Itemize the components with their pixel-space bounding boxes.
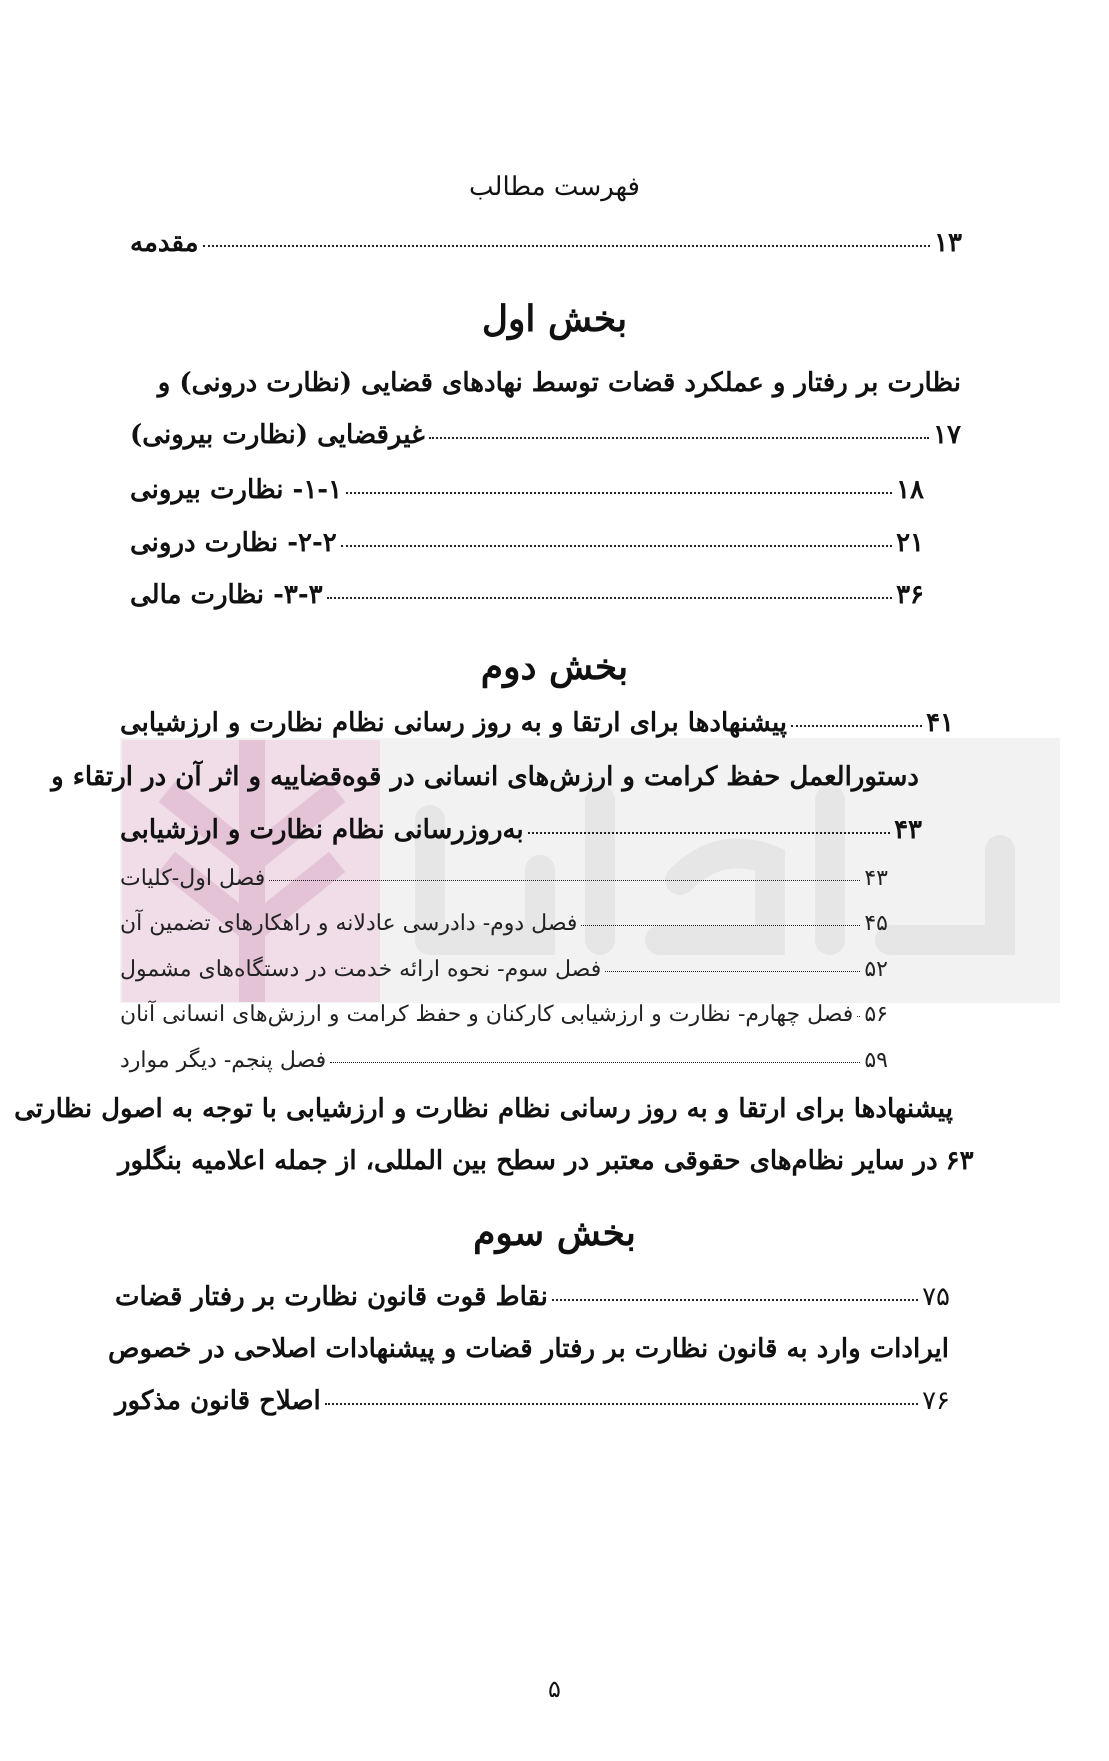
toc-entry-page: ۵۲ xyxy=(864,957,888,982)
toc-entry-page: ۴۳ xyxy=(894,815,922,845)
toc-entry-label: فصل دوم- دادرسی عادلانه و راهکارهای تضمین آن xyxy=(120,911,578,936)
toc-entry-label: فصل چهارم- نظارت و ارزشیابی کارکنان و حفظ کرامت و ارزش‌های انسانی آنان xyxy=(120,1002,854,1027)
leader-dots xyxy=(552,1298,918,1301)
toc-entry-label: غیرقضایی (نظارت بیرونی) xyxy=(130,420,425,450)
leader-dots xyxy=(325,1402,918,1405)
leader-dots xyxy=(605,970,860,972)
leader-dots xyxy=(327,596,892,599)
toc-entry-2-2[interactable] xyxy=(130,528,924,558)
toc-entry-label: مقدمه xyxy=(130,228,199,258)
leader-dots xyxy=(341,544,892,547)
leader-dots xyxy=(429,436,929,439)
leader-dots xyxy=(203,244,930,247)
toc-chapter-4[interactable] xyxy=(120,1002,888,1027)
toc-entry-page: ۳۶ xyxy=(896,580,924,610)
part2-entry2-line1: دستورالعمل حفظ کرامت و ارزش‌های انسانی در قوه‌قضاییه و اثر آن در ارتقاء و xyxy=(51,762,919,792)
leader-dots xyxy=(528,831,890,834)
leader-dots xyxy=(269,879,860,881)
part1-heading: بخش اول xyxy=(481,298,628,340)
part3-entry2-line1: ایرادات وارد به قانون نظارت بر رفتار قضات و پیشنهادات اصلاحی در خصوص xyxy=(108,1334,949,1364)
toc-entry-part1-main[interactable] xyxy=(130,420,961,450)
part1-main-line1: نظارت بر رفتار و عملکرد قضات توسط نهادهای قضایی (نظارت درونی) و xyxy=(157,368,961,398)
toc-entry-page: ۵۹ xyxy=(864,1048,888,1073)
leader-dots xyxy=(791,724,922,727)
leader-dots xyxy=(857,1015,860,1017)
toc-entry-label: ۱-۱- نظارت بیرونی xyxy=(130,475,343,505)
toc-entry-part2-3[interactable] xyxy=(118,1146,974,1176)
toc-entry-label: اصلاح قانون مذکور xyxy=(115,1386,321,1416)
toc-chapter-2[interactable] xyxy=(120,911,888,936)
toc-entry-label: فصل پنجم- دیگر موارد xyxy=(120,1048,327,1073)
toc-chapter-1[interactable] xyxy=(120,866,888,891)
toc-entry-label: در سایر نظام‌های حقوقی معتبر در سطح بین المللی، از جمله اعلامیه بنگلور xyxy=(118,1146,938,1176)
part3-heading: بخش سوم xyxy=(473,1212,636,1254)
toc-entry-page: ۴۳ xyxy=(864,866,888,891)
toc-entry-intro[interactable] xyxy=(130,228,962,258)
toc-entry-label: فصل اول-کلیات xyxy=(120,866,266,891)
leader-dots xyxy=(330,1061,860,1063)
toc-entry-page: ۵۶ xyxy=(864,1002,888,1027)
toc-entry-page: ۱۷ xyxy=(933,420,961,450)
toc-entry-part3-1[interactable] xyxy=(115,1282,950,1312)
part2-entry3-line1: پیشنهادها برای ارتقا و به روز رسانی نظام نظارت و ارزشیابی با توجه به اصول نظارتی xyxy=(14,1094,953,1124)
toc-entry-3-3[interactable] xyxy=(130,580,924,610)
toc-entry-label: ۲-۲- نظارت درونی xyxy=(130,528,337,558)
toc-entry-page: ۷۶ xyxy=(922,1386,950,1416)
toc-entry-page: ۱۸ xyxy=(896,475,924,505)
toc-entry-part2-1[interactable] xyxy=(120,708,954,738)
toc-chapter-5[interactable] xyxy=(120,1048,888,1073)
toc-entry-page: ۲۱ xyxy=(896,528,924,558)
toc-entry-label: نقاط قوت قانون نظارت بر رفتار قضات xyxy=(115,1282,548,1312)
toc-entry-label: ۳-۳- نظارت مالی xyxy=(130,580,323,610)
toc-entry-page: ۴۵ xyxy=(864,911,888,936)
leader-dots xyxy=(581,924,860,926)
toc-entry-1-1[interactable] xyxy=(130,475,924,505)
toc-entry-part2-2[interactable] xyxy=(120,815,922,845)
toc-entry-label: به‌روزرسانی نظام نظارت و ارزشیابی xyxy=(120,815,524,845)
leader-dots xyxy=(346,491,892,494)
toc-chapter-3[interactable] xyxy=(120,957,888,982)
page-number: ۵ xyxy=(548,1675,561,1703)
toc-entry-label: پیشنهادها برای ارتقا و به روز رسانی نظام نظارت و ارزشیابی xyxy=(120,708,788,738)
toc-entry-page: ۶۳ xyxy=(945,1146,974,1176)
page-title: فهرست مطالب xyxy=(469,172,640,202)
toc-entry-part3-2[interactable] xyxy=(115,1386,950,1416)
toc-entry-page: ۱۳ xyxy=(934,228,962,258)
toc-entry-label: فصل سوم- نحوه ارائه خدمت در دستگاه‌های مشمول xyxy=(120,957,602,982)
toc-entry-page: ۷۵ xyxy=(922,1282,950,1312)
part2-heading: بخش دوم xyxy=(480,646,629,688)
toc-entry-page: ۴۱ xyxy=(926,708,954,738)
